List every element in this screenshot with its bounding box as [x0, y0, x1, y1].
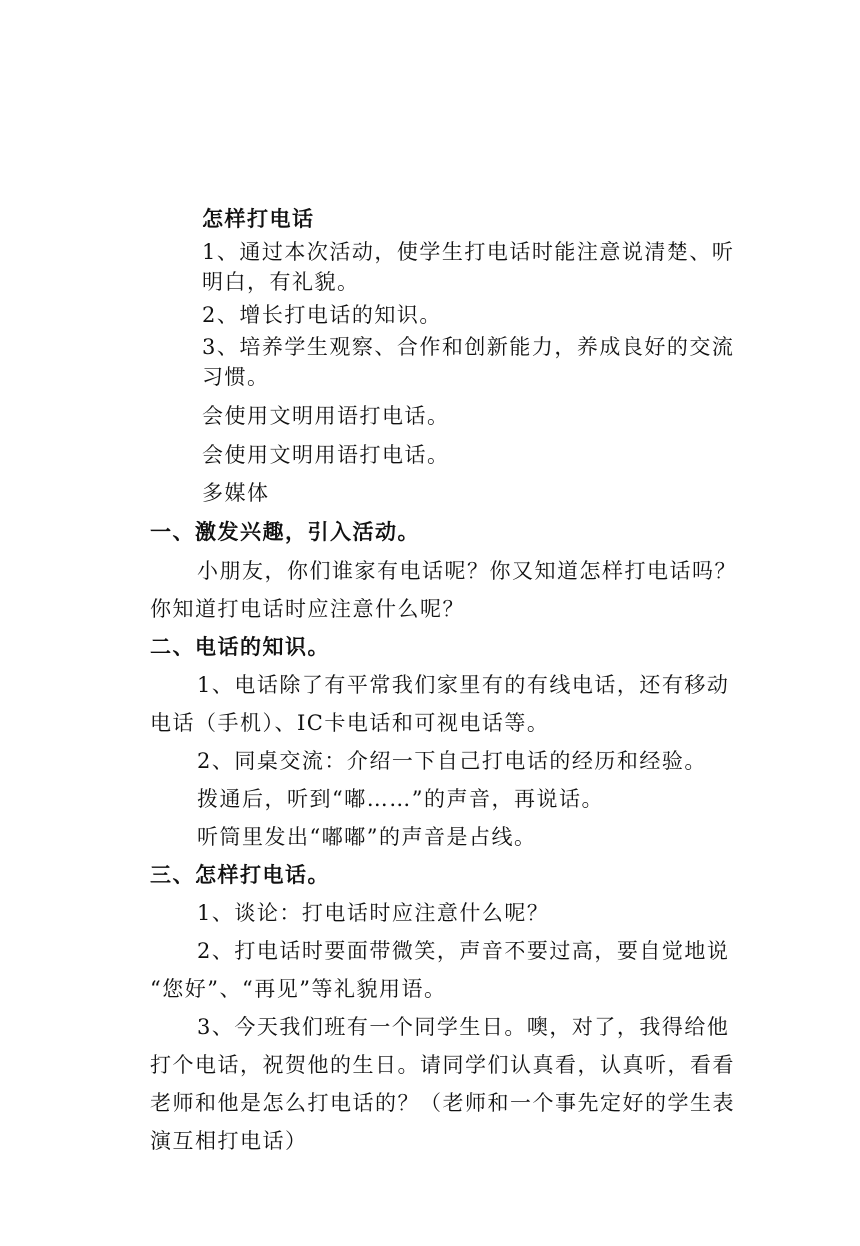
media: 多媒体 [202, 481, 270, 505]
section-2-paragraph-4: 听筒里发出“嘟嘟”的声音是占线。 [197, 825, 537, 849]
section-3-paragraph-2-line-1: 2、打电话时要面带微笑，声音不要过高，要自觉地说 [197, 939, 730, 963]
section-2-heading: 二、电话的知识。 [150, 634, 330, 659]
key-point: 会使用文明用语打电话。 [202, 404, 450, 428]
section-2-paragraph-2: 2、同桌交流：介绍一下自己打电话的经历和经验。 [197, 749, 707, 773]
section-1-paragraph-1-line-2: 你知道打电话时应注意什么呢？ [150, 597, 465, 621]
section-3-heading: 三、怎样打电话。 [150, 862, 330, 887]
section-3-paragraph-3-line-4: 演互相打电话） [150, 1129, 308, 1153]
section-1-paragraph-1-line-1: 小朋友，你们谁家有电话呢？你又知道怎样打电话吗？ [197, 559, 737, 583]
objective-3-line-1: 3、培养学生观察、合作和创新能力，养成良好的交流 [202, 335, 735, 359]
section-1-heading: 一、激发兴趣，引入活动。 [150, 519, 420, 544]
section-2-paragraph-1-line-2: 电话（手机）、IC卡电话和可视电话等。 [150, 711, 550, 735]
section-2-paragraph-1-line-1: 1、电话除了有平常我们家里有的有线电话，还有移动 [197, 673, 730, 697]
section-3-paragraph-3-line-2: 打个电话，祝贺他的生日。请同学们认真看，认真听，看看 [150, 1053, 735, 1077]
section-3-paragraph-3-line-1: 3、今天我们班有一个同学生日。噢，对了，我得给他 [197, 1015, 730, 1039]
section-3-paragraph-1: 1、谈论：打电话时应注意什么呢？ [197, 901, 550, 925]
section-2-paragraph-3: 拨通后，听到“嘟……”的声音，再说话。 [197, 787, 604, 811]
section-3-paragraph-3-line-3: 老师和他是怎么打电话的？（老师和一个事先定好的学生表 [150, 1091, 735, 1115]
document-title: 怎样打电话 [202, 206, 315, 231]
objective-1-line-1: 1、通过本次活动，使学生打电话时能注意说清楚、听 [202, 240, 735, 264]
difficulty: 会使用文明用语打电话。 [202, 443, 450, 467]
objective-2: 2、增长打电话的知识。 [202, 303, 442, 327]
objective-1-line-2: 明白，有礼貌。 [202, 270, 360, 294]
section-3-paragraph-2-line-2: “您好”、“再见”等礼貌用语。 [150, 977, 447, 1001]
objective-3-line-2: 习惯。 [202, 365, 270, 389]
